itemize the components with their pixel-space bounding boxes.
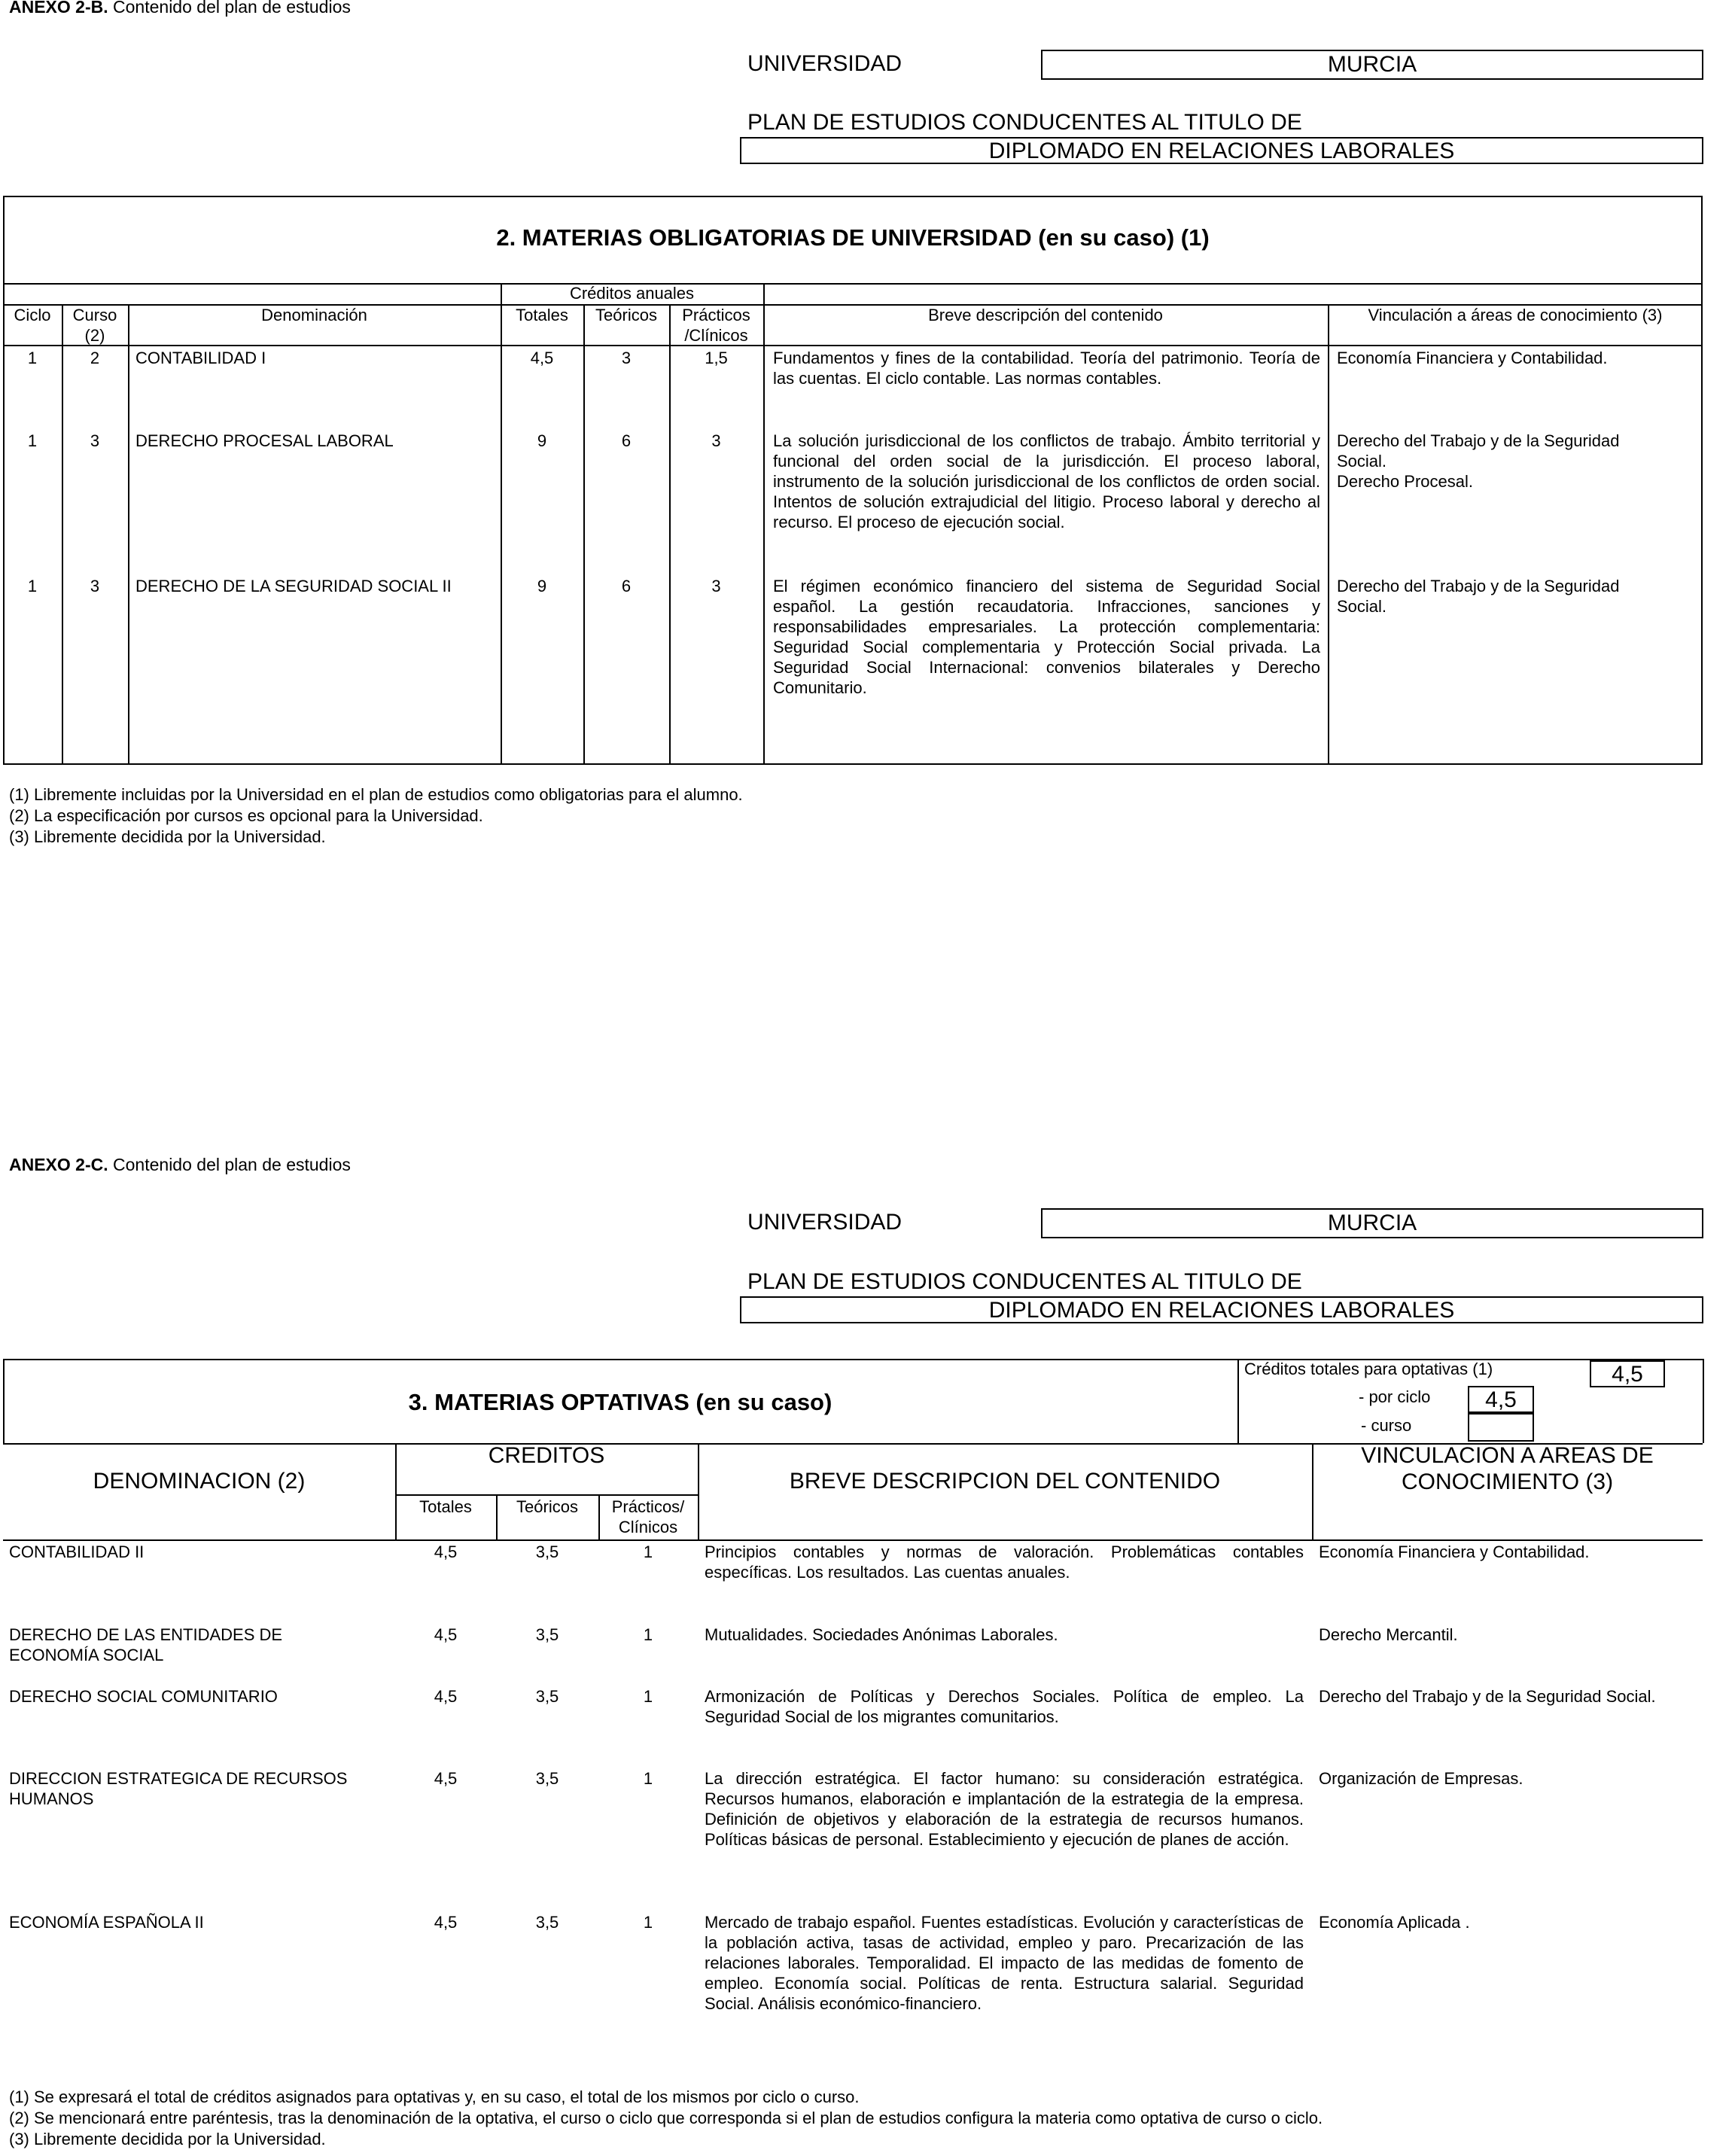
vinculacion-header-2: CONOCIMIENTO (3) — [1401, 1469, 1614, 1494]
creditos-totales-box: 4,5 — [1590, 1360, 1665, 1387]
vinculacion-header: Vinculación a áreas de conocimiento (3) — [1368, 306, 1663, 324]
plan-label: PLAN DE ESTUDIOS CONDUCENTES AL TITULO DE — [747, 1269, 1302, 1294]
universidad-field: MURCIA — [1041, 50, 1703, 80]
table-row-teoricos: 3,5 — [535, 1687, 559, 1706]
table-row-teoricos: 3,5 — [535, 1625, 559, 1644]
table-row-practicos: 1 — [643, 1625, 653, 1644]
plan-label: PLAN DE ESTUDIOS CONDUCENTES AL TITULO DE — [747, 110, 1302, 135]
ciclo-header: Ciclo — [14, 306, 51, 324]
table-row-teoricos: 3,5 — [535, 1542, 559, 1561]
teoricos-header: Teóricos — [516, 1497, 578, 1516]
denominacion-header: Denominación — [261, 306, 367, 324]
practicos-header-2: Clínicos — [618, 1518, 678, 1536]
table-row-denominacion: DERECHO DE LA SEGURIDAD SOCIAL II — [135, 577, 452, 595]
creditos-totales-label: Créditos totales para optativas (1) — [1244, 1360, 1493, 1378]
table-row-vinculacion: Derecho del Trabajo y de la Seguridad Social. — [1337, 431, 1620, 470]
practicos-header: Prácticos/ — [611, 1497, 685, 1516]
footnote: (1) Libremente incluidas por la Universidad en el plan de estudios como obligatorias para el alumno. — [9, 785, 743, 804]
table-row-totales: 4,5 — [434, 1769, 458, 1788]
table-row-vinculacion: Economía Aplicada . — [1319, 1913, 1470, 1932]
table-row-practicos: 3 — [711, 431, 721, 450]
table-row-denominacion: CONTABILIDAD I — [135, 349, 266, 367]
table-row-descripcion: Mercado de trabajo español. Fuentes estadísticas. Evolución y características de la población activa, tasas de actividad, empleo y paro. Precarización de las relaciones laborales. Temporalidad. El impacto de las medidas de fomento de empleo. Economía social. Políticas de renta. Estructura salarial. Seguridad Social. Análisis económico-financiero. — [705, 1913, 1304, 2013]
table-row-teoricos: 3,5 — [535, 1769, 559, 1788]
table-row-teoricos: 6 — [621, 431, 632, 450]
table-row-vinculacion: Economía Financiera y Contabilidad. — [1337, 349, 1608, 367]
universidad-field: MURCIA — [1041, 1208, 1703, 1238]
footnote: (3) Libremente decidida por la Universidad. — [9, 827, 326, 846]
table-row-practicos: 3 — [711, 577, 721, 595]
footnote: (1) Se expresará el total de créditos asignados para optativas y, en su caso, el total de los mismos por ciclo o curso. — [9, 2087, 860, 2106]
table-row-ciclo: 1 — [27, 349, 38, 367]
por-ciclo-label: - por ciclo — [1359, 1387, 1431, 1406]
table-row-practicos: 1 — [643, 1542, 653, 1561]
table-row-totales: 4,5 — [434, 1687, 458, 1706]
table-row-teoricos: 3,5 — [535, 1913, 559, 1932]
totales-header: Totales — [419, 1497, 472, 1516]
table-row-descripcion: Principios contables y normas de valoración. Problemáticas contables específicas. Los resultados. Las cuentas anuales. — [705, 1542, 1304, 1582]
table-row-ciclo: 1 — [27, 577, 38, 595]
table-row-totales: 9 — [537, 577, 547, 595]
table-row-totales: 4,5 — [434, 1913, 458, 1932]
por-ciclo-box: 4,5 — [1468, 1386, 1534, 1413]
table-row-descripcion: Fundamentos y fines de la contabilidad. Teoría del patrimonio. Teoría de las cuentas. El ciclo contable. Las normas contables. — [773, 349, 1320, 388]
denominacion-header: DENOMINACION (2) — [93, 1469, 306, 1494]
obligatorias-title: 2. MATERIAS OBLIGATORIAS DE UNIVERSIDAD (en su caso) (1) — [496, 224, 1210, 251]
optativas-title: 3. MATERIAS OPTATIVAS (en su caso) — [408, 1389, 832, 1415]
table-row-denominacion: CONTABILIDAD II — [9, 1542, 145, 1561]
curso-note: (2) — [84, 326, 105, 345]
table-row-descripcion: La solución jurisdiccional de los conflictos de trabajo. Ámbito territorial y funcional del orden social de la jurisdicción. El proceso laboral, instrumento de la solución jurisdiccional de los conflictos de orden social. Intentos de solución extrajudicial del litigio. Proceso laboral y derecho al recurso. El proceso de ejecución social. — [773, 431, 1320, 531]
vinculacion-header: VINCULACION A AREAS DE — [1361, 1443, 1654, 1468]
titulo-field: DIPLOMADO EN RELACIONES LABORALES — [740, 1296, 1703, 1323]
table-row-ciclo: 1 — [27, 431, 38, 450]
teoricos-header: Teóricos — [595, 306, 657, 324]
table-row-curso: 3 — [90, 431, 100, 450]
table-row-practicos: 1 — [643, 1913, 653, 1932]
universidad-label: UNIVERSIDAD — [747, 1210, 903, 1235]
table-row-vinculacion: Organización de Empresas. — [1319, 1769, 1523, 1788]
descripcion-header: Breve descripción del contenido — [928, 306, 1163, 324]
titulo-field: DIPLOMADO EN RELACIONES LABORALES — [740, 137, 1703, 164]
table-row-curso: 2 — [90, 349, 100, 367]
table-row-vinculacion: Economía Financiera y Contabilidad. — [1319, 1542, 1590, 1561]
curso-header: Curso — [72, 306, 117, 324]
table-row-vinculacion: Derecho del Trabajo y de la Seguridad Social. — [1319, 1687, 1656, 1706]
footnote: (2) La especificación por cursos es opcional para la Universidad. — [9, 806, 483, 825]
creditos-anuales-header: Créditos anuales — [569, 284, 695, 303]
table-row-practicos: 1 — [643, 1687, 653, 1706]
annex-c-heading: ANEXO 2-C. Contenido del plan de estudios — [9, 1155, 351, 1174]
curso-label: - curso — [1361, 1416, 1412, 1435]
creditos-header: CREDITOS — [488, 1443, 605, 1468]
table-row-descripcion: La dirección estratégica. El factor humano: su consideración estratégica. Recursos humanos, elaboración e implantación de la estrategia de la empresa. Definición de objetivos y elaboración de la estrategia de recursos humanos. Políticas básicas de personal. Establecimiento y ejecución de planes de acción. — [705, 1769, 1304, 1849]
table-row-denominacion: DERECHO SOCIAL COMUNITARIO — [9, 1687, 278, 1706]
table-row-practicos: 1 — [643, 1769, 653, 1788]
table-row-descripcion: El régimen económico financiero del sistema de Seguridad Social español. La gestión recaudatoria. Infracciones, sanciones y responsabilidades empresariales. La protección complementaria: Seguridad Social complementaria y Protección Social privada. La Seguridad Social Internacional: convenios bilaterales y Derecho Comunitario. — [773, 577, 1320, 697]
table-row-totales: 4,5 — [434, 1542, 458, 1561]
annex-b-heading: ANEXO 2-B. Contenido del plan de estudios — [9, 0, 351, 17]
footnote: (2) Se mencionará entre paréntesis, tras la denominación de la optativa, el curso o ciclo que corresponda si el plan de estudios configura la materia como optativa de curso o ciclo. — [9, 2109, 1323, 2127]
table-row-teoricos: 3 — [621, 349, 632, 367]
table-row-totales: 4,5 — [530, 349, 554, 367]
table-row-teoricos: 6 — [621, 577, 632, 595]
table-row-denominacion: DIRECCION ESTRATEGICA DE RECURSOS HUMANOS — [9, 1769, 348, 1808]
table-row-denominacion: DERECHO DE LAS ENTIDADES DE ECONOMÍA SOCIAL — [9, 1625, 283, 1664]
table-row-totales: 4,5 — [434, 1625, 458, 1644]
table-row-descripcion: Armonización de Políticas y Derechos Sociales. Política de empleo. La Seguridad Social de los migrantes comunitarios. — [705, 1687, 1304, 1726]
table-row-vinculacion: Derecho Mercantil. — [1319, 1625, 1458, 1644]
curso-box — [1468, 1413, 1534, 1442]
table-row-denominacion: ECONOMÍA ESPAÑOLA II — [9, 1913, 204, 1932]
table-row-curso: 3 — [90, 577, 100, 595]
practicos-header-2: /Clínicos — [684, 326, 748, 345]
table-row-denominacion: DERECHO PROCESAL LABORAL — [135, 431, 394, 450]
table-row-descripcion: Mutualidades. Sociedades Anónimas Laborales. — [705, 1625, 1058, 1644]
table-row-practicos: 1,5 — [705, 349, 728, 367]
universidad-label: UNIVERSIDAD — [747, 51, 903, 76]
footnote: (3) Libremente decidida por la Universidad. — [9, 2130, 326, 2148]
practicos-header: Prácticos — [682, 306, 750, 324]
table-row-vinculacion-2: Derecho Procesal. — [1337, 472, 1473, 491]
descripcion-header: BREVE DESCRIPCION DEL CONTENIDO — [789, 1469, 1221, 1494]
table-row-totales: 9 — [537, 431, 547, 450]
totales-header: Totales — [516, 306, 568, 324]
table-row-vinculacion: Derecho del Trabajo y de la Seguridad Social. — [1337, 577, 1620, 616]
